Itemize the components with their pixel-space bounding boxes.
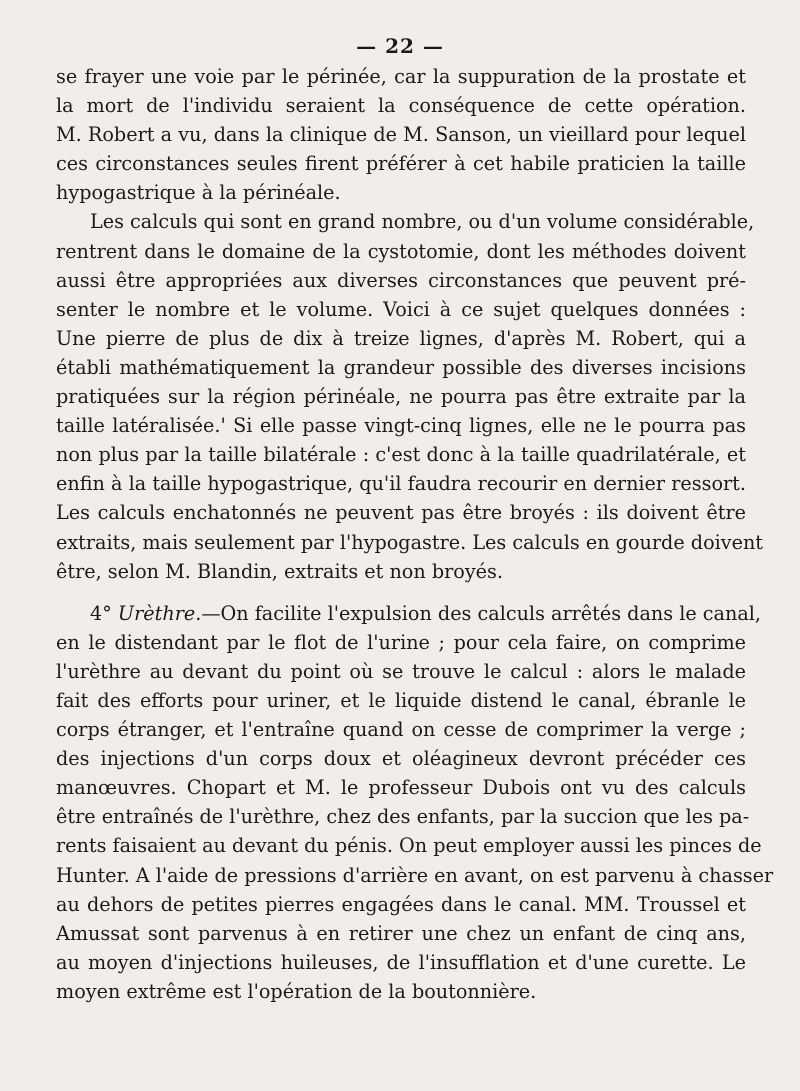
text-line: Les calculs qui sont en grand nombre, ou d'un volume considérable, <box>90 210 755 234</box>
paragraph <box>56 207 764 585</box>
text-line: la mort de l'individu seraient la conséquence de cette opération. <box>56 94 746 118</box>
text-line: être entraînés de l'urèthre, chez des enfants, par la succion que les pa- <box>56 805 750 829</box>
text-line: pratiquées sur la région périnéale, ne pourra pas être extraite par la <box>56 385 746 409</box>
text-line: des injections d'un corps doux et oléagineux devront précéder ces <box>56 747 746 771</box>
paragraph-urethre <box>56 599 774 1006</box>
text-line: être, selon M. Blandin, extraits et non broyés. <box>56 559 503 583</box>
text-line: senter le nombre et le volume. Voici à ce sujet quelques données : <box>56 297 746 321</box>
text-line: Les calculs enchatonnés ne peuvent pas être broyés : ils doivent être <box>56 501 746 525</box>
text-line: se frayer une voie par le périnée, car la suppuration de la prostate et <box>56 65 746 88</box>
text-line: extraits, mais seulement par l'hypogastre. Les calculs en gourde doivent <box>56 530 764 554</box>
text-line: hypogastrique à la périnéale. <box>56 181 341 205</box>
text-line: au dehors de petites pierres engagées dans le canal. MM. Troussel et <box>56 892 746 916</box>
section-number: 4° <box>90 601 112 625</box>
text-line: l'urèthre au devant du point où se trouve le calcul : alors le malade <box>56 659 746 683</box>
text-line: Une pierre de plus de dix à treize lignes, d'après M. Robert, qui a <box>56 326 746 350</box>
text-line: taille latéralisée.' Si elle passe vingt-cinq lignes, elle ne le pourra pas <box>56 414 746 438</box>
text-line: aussi être appropriées aux diverses circonstances que peuvent pré- <box>56 268 746 292</box>
text-line: en le distendant par le flot de l'urine ; pour cela faire, on comprime <box>56 630 746 654</box>
text-line: rentrent dans le domaine de la cystotomie, dont les méthodes doivent <box>56 239 746 263</box>
paragraph <box>56 62 746 207</box>
text-line: ces circonstances seules firent préférer à cet habile praticien la taille <box>56 152 746 176</box>
text-line: Amussat sont parvenus à en retirer une chez un enfant de cinq ans, <box>56 921 746 945</box>
page-number: — 22 — <box>356 34 444 58</box>
text-line: corps étranger, et l'entraîne quand on cesse de comprimer la verge ; <box>56 718 746 742</box>
text-line: manœuvres. Chopart et M. le professeur Dubois ont vu des calculs <box>56 776 746 800</box>
text-line: moyen extrême est l'opération de la boutonnière. <box>56 979 537 1003</box>
text-line: rents faisaient au devant du pénis. On peut employer aussi les pinces de <box>56 834 762 858</box>
text-line: établi mathématiquement la grandeur possible des diverses incisions <box>56 355 746 379</box>
text-line: au moyen d'injections huileuses, de l'insufflation et d'une curette. Le <box>56 950 746 974</box>
paragraph-first-line <box>56 599 761 628</box>
text-line: M. Robert a vu, dans la clinique de M. Sanson, un vieillard pour lequel <box>56 123 746 147</box>
text-line: enfin à la taille hypogastrique, qu'il faudra recourir en dernier ressort. <box>56 472 746 496</box>
text-line: Hunter. A l'aide de pressions d'arrière en avant, on est parvenu à chasser <box>56 863 774 887</box>
body-text <box>56 62 774 1006</box>
section-title: Urèthre. <box>117 601 202 625</box>
text-line: non plus par la taille bilatérale : c'est donc à la taille quadrilatérale, et <box>56 443 746 467</box>
section-lead-text: —On facilite l'expulsion des calculs arrêtés dans le canal, <box>201 601 761 625</box>
text-line: fait des efforts pour uriner, et le liquide distend le canal, ébranle le <box>56 688 746 712</box>
